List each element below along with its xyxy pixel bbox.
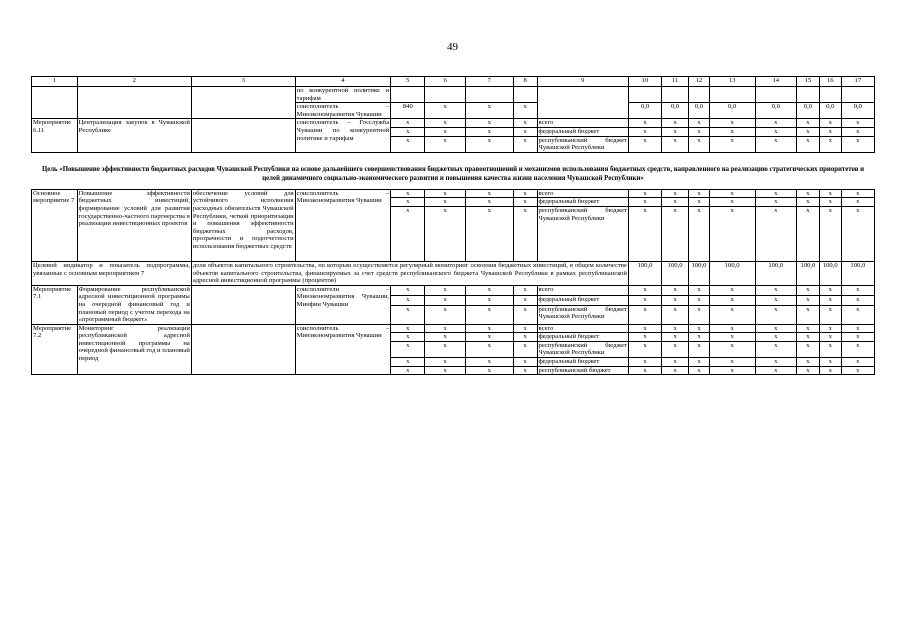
mark-cell: x bbox=[513, 206, 537, 261]
header-cell: 3 bbox=[191, 77, 295, 87]
mark-cell: x bbox=[513, 341, 537, 357]
mark-cell: x bbox=[709, 206, 755, 261]
empty-cell bbox=[191, 119, 295, 152]
mark-cell: x bbox=[709, 305, 755, 324]
mark-cell: x bbox=[391, 341, 425, 357]
mark-cell: x bbox=[819, 189, 841, 198]
mark-cell: x bbox=[628, 295, 661, 305]
value-cell: 0,0 bbox=[819, 103, 841, 119]
event-name: Повышение эффективности бюджетных инвестиций, формирование условий для развития государственно-частного партнерства в реализации инвестиционных проектов bbox=[77, 189, 191, 261]
mark-cell: x bbox=[391, 136, 425, 152]
mark-cell: x bbox=[662, 285, 689, 295]
executor-cell: соисполнители – Минэкономразвития Чувашии, Минфин Чувашии bbox=[295, 285, 391, 324]
header-cell: 10 bbox=[628, 77, 661, 87]
mark-cell: x bbox=[755, 305, 797, 324]
mark-cell: x bbox=[841, 189, 874, 198]
value-cell: 100,0 bbox=[797, 261, 820, 285]
header-cell: 6 bbox=[425, 77, 465, 87]
mark-cell: x bbox=[755, 127, 797, 136]
indicator-row bbox=[32, 261, 875, 285]
empty-cell bbox=[662, 87, 689, 103]
goal-row bbox=[32, 152, 875, 189]
header-cell: 15 bbox=[797, 77, 820, 87]
value-cell: 100,0 bbox=[628, 261, 661, 285]
mark-cell: x bbox=[465, 206, 513, 261]
mark-cell: x bbox=[689, 206, 710, 261]
header-cell: 14 bbox=[755, 77, 797, 87]
mark-cell: x bbox=[755, 285, 797, 295]
mark-cell: x bbox=[628, 198, 661, 207]
mark-cell: x bbox=[689, 127, 710, 136]
mark-cell: x bbox=[755, 198, 797, 207]
event-label: Мероприятие 7.1 bbox=[32, 285, 78, 324]
mark-cell: x bbox=[425, 324, 465, 333]
mark-cell: x bbox=[709, 136, 755, 152]
mark-cell: x bbox=[797, 305, 820, 324]
source-cell: федеральный бюджет bbox=[537, 333, 628, 342]
mark-cell: x bbox=[797, 341, 820, 357]
empty-cell bbox=[537, 87, 628, 119]
mark-cell: x bbox=[662, 119, 689, 128]
mark-cell: x bbox=[755, 366, 797, 375]
table-row bbox=[32, 119, 875, 128]
mark-cell: x bbox=[425, 285, 465, 295]
mark-cell: x bbox=[628, 285, 661, 295]
mark-cell: x bbox=[841, 127, 874, 136]
mark-cell: x bbox=[797, 127, 820, 136]
mark-cell: x bbox=[709, 358, 755, 367]
value-cell: 0,0 bbox=[797, 103, 820, 119]
program-table bbox=[31, 76, 875, 375]
header-cell: 9 bbox=[537, 77, 628, 87]
source-cell: всего bbox=[537, 324, 628, 333]
mark-cell: x bbox=[709, 324, 755, 333]
mark-cell: x bbox=[628, 324, 661, 333]
source-cell: республиканский бюджет Чувашской Республики bbox=[537, 206, 628, 261]
mark-cell: x bbox=[662, 198, 689, 207]
header-cell: 13 bbox=[709, 77, 755, 87]
mark-cell: x bbox=[841, 366, 874, 375]
goal-heading: Цель «Повышение эффективности бюджетных расходов Чувашской Республики на основе дальнейшего совершенствования бюджетных правоотношений и механизмов использования бюджетных средств, направленного на реализацию стратегических приоритетов и целей динамичного социально-экономического развития и повышения качества жизни населения Чувашской Республики» bbox=[32, 152, 875, 189]
mark-cell: x bbox=[425, 206, 465, 261]
mark-cell: x bbox=[797, 198, 820, 207]
mark-cell: x bbox=[513, 324, 537, 333]
event-name: Централизация закупок в Чувашской Республике bbox=[77, 119, 191, 152]
mark-cell: x bbox=[797, 136, 820, 152]
mark-cell: x bbox=[425, 366, 465, 375]
mark-cell: x bbox=[755, 358, 797, 367]
mark-cell: x bbox=[797, 333, 820, 342]
mark-cell: x bbox=[391, 198, 425, 207]
mark-cell: x bbox=[755, 206, 797, 261]
mark-cell: x bbox=[425, 127, 465, 136]
mark-cell: x bbox=[709, 295, 755, 305]
mark-cell: x bbox=[819, 333, 841, 342]
indicator-text: доля объектов капитального строительства, по которым осуществляется регулярный мониторинг освоения бюджетных инвестиций, в общем количестве объектов капитального строительства, финансируемых за счет средств республиканского бюджета Чувашской Республики в рамках республиканской адресной инвестиционной программы (процентов) bbox=[192, 261, 627, 285]
value-cell: 100,0 bbox=[709, 261, 755, 285]
header-cell: 8 bbox=[513, 77, 537, 87]
mark-cell: x bbox=[819, 358, 841, 367]
header-cell: 5 bbox=[391, 77, 425, 87]
mark-cell: x bbox=[425, 136, 465, 152]
mark-cell: x bbox=[755, 189, 797, 198]
mark-cell: x bbox=[689, 198, 710, 207]
mark-cell: x bbox=[391, 358, 425, 367]
mark-cell: x bbox=[513, 136, 537, 152]
mark-cell: x bbox=[689, 119, 710, 128]
event-name: Формирование республиканской адресной инвестиционной программы на очередной финансовый год и плановый период с учетом перехода на «программный бюджет» bbox=[78, 285, 190, 324]
mark-cell: x bbox=[391, 119, 425, 128]
executor-cell: соисполнитель – Минэкономразвития Чувашии bbox=[296, 103, 390, 118]
mark-cell: x bbox=[709, 366, 755, 375]
mark-cell: x bbox=[841, 358, 874, 367]
mark-cell: x bbox=[662, 333, 689, 342]
value-cell: 0,0 bbox=[709, 103, 755, 119]
mark-cell: x bbox=[465, 358, 513, 367]
mark-cell: x bbox=[513, 333, 537, 342]
mark-cell: x bbox=[425, 119, 465, 128]
mark-cell: x bbox=[662, 341, 689, 357]
mark-cell: x bbox=[797, 358, 820, 367]
mark-cell: x bbox=[709, 333, 755, 342]
mark-cell: x bbox=[709, 127, 755, 136]
mark-cell: x bbox=[841, 285, 874, 295]
mark-cell: x bbox=[465, 333, 513, 342]
code-cell: x bbox=[425, 103, 465, 119]
mark-cell: x bbox=[465, 366, 513, 375]
mark-cell: x bbox=[513, 285, 537, 295]
empty-cell bbox=[191, 324, 295, 375]
event-label: Мероприятие 7.2 bbox=[32, 324, 78, 375]
value-cell: 100,0 bbox=[841, 261, 874, 285]
table-row bbox=[32, 285, 875, 295]
value-cell: 0,0 bbox=[841, 103, 874, 119]
header-cell: 4 bbox=[295, 77, 391, 87]
mark-cell: x bbox=[689, 189, 710, 198]
mark-cell: x bbox=[465, 295, 513, 305]
table-row bbox=[32, 87, 875, 103]
mark-cell: x bbox=[841, 333, 874, 342]
mark-cell: x bbox=[391, 333, 425, 342]
code-cell: x bbox=[465, 103, 513, 119]
header-cell: 7 bbox=[465, 77, 513, 87]
mark-cell: x bbox=[628, 305, 661, 324]
mark-cell: x bbox=[755, 324, 797, 333]
mark-cell: x bbox=[709, 189, 755, 198]
empty-cell bbox=[77, 87, 191, 119]
mark-cell: x bbox=[465, 189, 513, 198]
mark-cell: x bbox=[755, 136, 797, 152]
mark-cell: x bbox=[755, 119, 797, 128]
mark-cell: x bbox=[689, 305, 710, 324]
mark-cell: x bbox=[425, 295, 465, 305]
source-cell: всего bbox=[537, 189, 628, 198]
mark-cell: x bbox=[425, 341, 465, 357]
mark-cell: x bbox=[709, 285, 755, 295]
mark-cell: x bbox=[797, 119, 820, 128]
mark-cell: x bbox=[689, 366, 710, 375]
mark-cell: x bbox=[662, 305, 689, 324]
mark-cell: x bbox=[465, 198, 513, 207]
mark-cell: x bbox=[797, 206, 820, 261]
value-cell: 0,0 bbox=[628, 103, 661, 119]
mark-cell: x bbox=[841, 295, 874, 305]
event-label: Основное мероприятие 7 bbox=[32, 189, 78, 261]
event-label: Мероприятие 6.11 bbox=[32, 119, 78, 152]
mark-cell: x bbox=[513, 358, 537, 367]
mark-cell: x bbox=[391, 305, 425, 324]
mark-cell: x bbox=[819, 198, 841, 207]
mark-cell: x bbox=[797, 366, 820, 375]
mark-cell: x bbox=[465, 136, 513, 152]
header-cell: 16 bbox=[819, 77, 841, 87]
source-cell: федеральный бюджет bbox=[537, 127, 628, 136]
mark-cell: x bbox=[755, 295, 797, 305]
mark-cell: x bbox=[841, 341, 874, 357]
mark-cell: x bbox=[819, 366, 841, 375]
empty-cell bbox=[191, 87, 295, 119]
mark-cell: x bbox=[689, 295, 710, 305]
empty-cell bbox=[391, 87, 425, 103]
table-row bbox=[32, 324, 875, 333]
header-cell: 17 bbox=[841, 77, 874, 87]
empty-cell bbox=[755, 87, 797, 103]
mark-cell: x bbox=[662, 366, 689, 375]
indicator-label: Целевой индикатор и показатель подпрограммы, увязанные с основным мероприятием 7 bbox=[32, 261, 192, 285]
source-cell: федеральный бюджет bbox=[537, 295, 628, 305]
result-cell: обеспечение условий для устойчивого исполнения расходных обязательств Чувашской Республики, четкой приоритизации и повышения эффективности бюджетных расходов, прозрачности и подотчетности использования бюджетных средств bbox=[191, 189, 295, 261]
mark-cell: x bbox=[628, 189, 661, 198]
value-cell: 0,0 bbox=[662, 103, 689, 119]
mark-cell: x bbox=[797, 189, 820, 198]
page-number: 49 bbox=[447, 41, 458, 53]
mark-cell: x bbox=[513, 189, 537, 198]
value-cell: 100,0 bbox=[755, 261, 797, 285]
mark-cell: x bbox=[819, 119, 841, 128]
mark-cell: x bbox=[819, 285, 841, 295]
mark-cell: x bbox=[391, 127, 425, 136]
mark-cell: x bbox=[689, 358, 710, 367]
code-cell: x bbox=[513, 103, 537, 119]
empty-cell bbox=[513, 87, 537, 103]
mark-cell: x bbox=[819, 295, 841, 305]
mark-cell: x bbox=[841, 305, 874, 324]
header-cell: 1 bbox=[32, 77, 78, 87]
mark-cell: x bbox=[662, 358, 689, 367]
mark-cell: x bbox=[513, 295, 537, 305]
mark-cell: x bbox=[513, 119, 537, 128]
source-cell: республиканский бюджет Чувашской Республики bbox=[538, 341, 627, 357]
mark-cell: x bbox=[391, 324, 425, 333]
mark-cell: x bbox=[689, 324, 710, 333]
mark-cell: x bbox=[628, 341, 661, 357]
mark-cell: x bbox=[662, 324, 689, 333]
value-cell: 100,0 bbox=[819, 261, 841, 285]
mark-cell: x bbox=[819, 136, 841, 152]
mark-cell: x bbox=[391, 295, 425, 305]
source-cell: федеральный бюджет bbox=[537, 198, 628, 207]
mark-cell: x bbox=[628, 333, 661, 342]
mark-cell: x bbox=[662, 189, 689, 198]
mark-cell: x bbox=[628, 119, 661, 128]
empty-cell bbox=[709, 87, 755, 103]
event-name: Мониторинг реализации республиканской адресной инвестиционной программы на очередной финансовый год и плановый период bbox=[77, 324, 191, 375]
source-cell: федеральный бюджет bbox=[537, 358, 628, 367]
empty-cell bbox=[628, 87, 661, 103]
mark-cell: x bbox=[513, 305, 537, 324]
mark-cell: x bbox=[841, 324, 874, 333]
mark-cell: x bbox=[391, 366, 425, 375]
mark-cell: x bbox=[628, 206, 661, 261]
source-cell: республиканский бюджет bbox=[537, 366, 628, 375]
value-cell: 100,0 bbox=[662, 261, 689, 285]
mark-cell: x bbox=[628, 136, 661, 152]
mark-cell: x bbox=[662, 136, 689, 152]
mark-cell: x bbox=[797, 324, 820, 333]
mark-cell: x bbox=[709, 119, 755, 128]
value-cell: 0,0 bbox=[689, 103, 710, 119]
source-cell: республиканский бюджет Чувашской Республики bbox=[538, 136, 627, 152]
source-cell: всего bbox=[537, 119, 628, 128]
mark-cell: x bbox=[513, 198, 537, 207]
mark-cell: x bbox=[465, 119, 513, 128]
mark-cell: x bbox=[841, 136, 874, 152]
mark-cell: x bbox=[513, 127, 537, 136]
empty-cell bbox=[797, 87, 820, 103]
mark-cell: x bbox=[391, 189, 425, 198]
mark-cell: x bbox=[391, 285, 425, 295]
executor-cell: соисполнитель – Госслужба Чувашии по конкурентной политике и тарифам bbox=[295, 119, 391, 152]
mark-cell: x bbox=[819, 341, 841, 357]
mark-cell: x bbox=[425, 305, 465, 324]
source-cell: всего bbox=[537, 285, 628, 295]
mark-cell: x bbox=[662, 295, 689, 305]
mark-cell: x bbox=[513, 366, 537, 375]
source-cell: республиканский бюджет Чувашской Республики bbox=[537, 305, 628, 324]
mark-cell: x bbox=[819, 206, 841, 261]
mark-cell: x bbox=[425, 333, 465, 342]
mark-cell: x bbox=[465, 285, 513, 295]
mark-cell: x bbox=[425, 358, 465, 367]
header-cell: 11 bbox=[662, 77, 689, 87]
mark-cell: x bbox=[709, 341, 755, 357]
executor-cell: соисполнитель – Минэкономразвития Чувашии bbox=[295, 189, 391, 261]
mark-cell: x bbox=[628, 358, 661, 367]
mark-cell: x bbox=[465, 341, 513, 357]
table-row bbox=[32, 189, 875, 198]
mark-cell: x bbox=[841, 119, 874, 128]
empty-cell bbox=[819, 87, 841, 103]
mark-cell: x bbox=[709, 198, 755, 207]
mark-cell: x bbox=[425, 189, 465, 198]
mark-cell: x bbox=[465, 324, 513, 333]
empty-cell bbox=[425, 87, 465, 103]
mark-cell: x bbox=[755, 333, 797, 342]
executor-cell: соисполнитель – Минэкономразвития Чувашии bbox=[295, 324, 391, 375]
executor-cell: по конкурентной политике и тарифам bbox=[296, 87, 390, 102]
empty-cell bbox=[689, 87, 710, 103]
mark-cell: x bbox=[689, 285, 710, 295]
mark-cell: x bbox=[689, 136, 710, 152]
header-cell: 2 bbox=[77, 77, 191, 87]
mark-cell: x bbox=[391, 206, 425, 261]
value-cell: 100,0 bbox=[689, 261, 710, 285]
mark-cell: x bbox=[628, 366, 661, 375]
mark-cell: x bbox=[755, 341, 797, 357]
mark-cell: x bbox=[841, 198, 874, 207]
header-cell: 12 bbox=[689, 77, 710, 87]
mark-cell: x bbox=[465, 305, 513, 324]
mark-cell: x bbox=[819, 127, 841, 136]
mark-cell: x bbox=[425, 198, 465, 207]
mark-cell: x bbox=[662, 127, 689, 136]
code-cell: 840 bbox=[391, 103, 425, 119]
empty-cell bbox=[841, 87, 874, 103]
value-cell: 0,0 bbox=[755, 103, 797, 119]
empty-cell bbox=[191, 285, 295, 324]
mark-cell: x bbox=[689, 341, 710, 357]
mark-cell: x bbox=[841, 206, 874, 261]
mark-cell: x bbox=[662, 206, 689, 261]
header-row bbox=[32, 77, 875, 87]
mark-cell: x bbox=[689, 333, 710, 342]
empty-cell bbox=[465, 87, 513, 103]
mark-cell: x bbox=[819, 305, 841, 324]
empty-cell bbox=[32, 87, 78, 119]
mark-cell: x bbox=[797, 285, 820, 295]
mark-cell: x bbox=[628, 127, 661, 136]
mark-cell: x bbox=[797, 295, 820, 305]
mark-cell: x bbox=[465, 127, 513, 136]
mark-cell: x bbox=[819, 324, 841, 333]
